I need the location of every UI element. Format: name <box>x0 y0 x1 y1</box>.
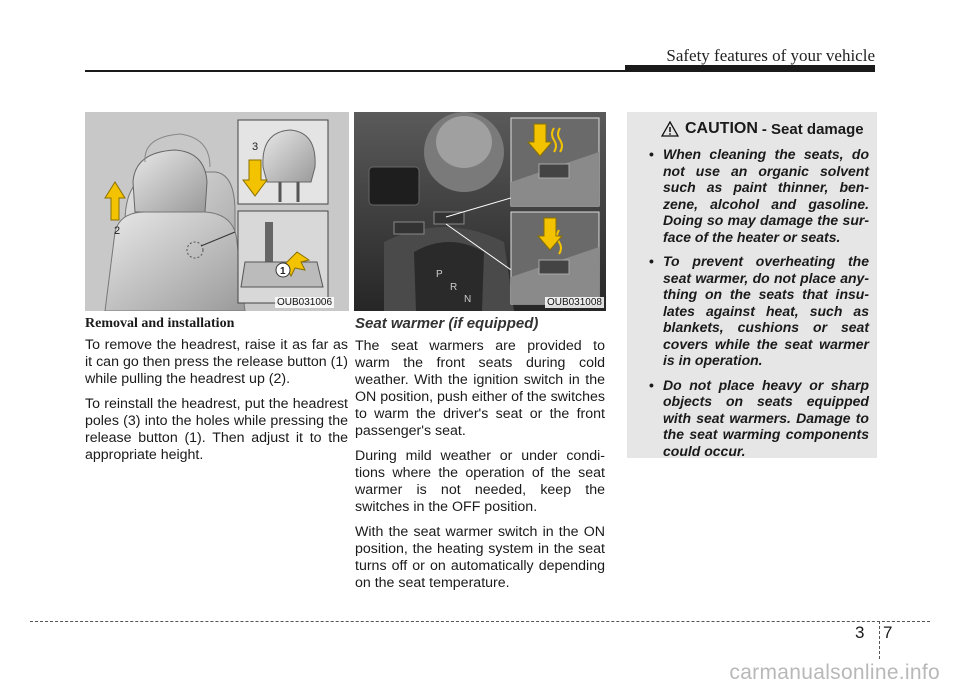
footer-rule <box>30 621 930 622</box>
svg-text:R: R <box>450 282 458 293</box>
svg-text:N: N <box>464 294 472 305</box>
caution-header <box>661 120 869 138</box>
paragraph: The seat warmers are provided to warm the front seats during cold weather. With the ignition switch in the ON position, push either of the switches to warm the driver's seat or the front passenger's seat. <box>355 338 605 439</box>
caution-subtitle: - Seat damage <box>761 120 864 138</box>
caution-box <box>627 112 877 458</box>
caution-label: CAUTION <box>685 120 758 137</box>
paragraph: During mild weather or under condi- tions where the operation of the seat warmer is not needed, keep the switches in the OFF position. <box>355 448 605 515</box>
caution-list <box>641 146 869 459</box>
header-rule <box>85 70 875 72</box>
caution-item: • When cleaning the seats, do not use an organic solvent such as paint thinner, ben- zene, alcohol and gasoline. Doing so may damage the sur- face of the heater or seats. <box>641 146 869 245</box>
figure-code: OUB031006 <box>277 297 333 308</box>
svg-text:3: 3 <box>252 141 259 153</box>
figure-code: OUB031008 <box>546 297 602 308</box>
svg-text:P: P <box>436 269 443 280</box>
section-heading: Removal and installation <box>85 316 235 331</box>
section-heading: Seat warmer (if equipped) <box>355 315 539 332</box>
seat-warmer-figure <box>354 112 606 311</box>
page-number: 7 <box>883 623 893 642</box>
watermark: carmanualsonline.info <box>729 661 940 684</box>
warning-triangle-icon <box>661 121 679 137</box>
caution-item: • Do not place heavy or sharp objects on seats equipped with seat warmers. Damage to the seat warming components could occur. <box>641 377 869 460</box>
chapter-number: 3 <box>855 623 865 642</box>
seat-warmer-illustration <box>354 112 606 311</box>
headrest-figure <box>85 112 349 311</box>
paragraph: To remove the headrest, raise it as far as it can go then press the release button (1) while pulling the headrest up (2). <box>85 337 348 387</box>
footer-divider <box>879 621 880 659</box>
headrest-illustration <box>85 112 349 311</box>
svg-text:2: 2 <box>114 225 121 237</box>
seat-warmer-text-column <box>355 315 605 600</box>
paragraph: With the seat warmer switch in the ON position, the heating system in the seat turns off or on automatically depending on the seat temperature. <box>355 524 605 591</box>
caution-item: • To prevent overheating the seat warmer, do not place any- thing on the seats that insu- lates against heat, such as blankets, cushions or seat covers while the seat warmer is in operation. <box>641 253 869 369</box>
svg-text:1: 1 <box>280 266 286 277</box>
headrest-text-column <box>85 315 348 472</box>
page-header-title: Safety features of your vehicle <box>666 46 875 65</box>
paragraph: To reinstall the headrest, put the headrest poles (3) into the holes while pressing the release button (1). Then adjust it to the appropriate height. <box>85 396 348 463</box>
